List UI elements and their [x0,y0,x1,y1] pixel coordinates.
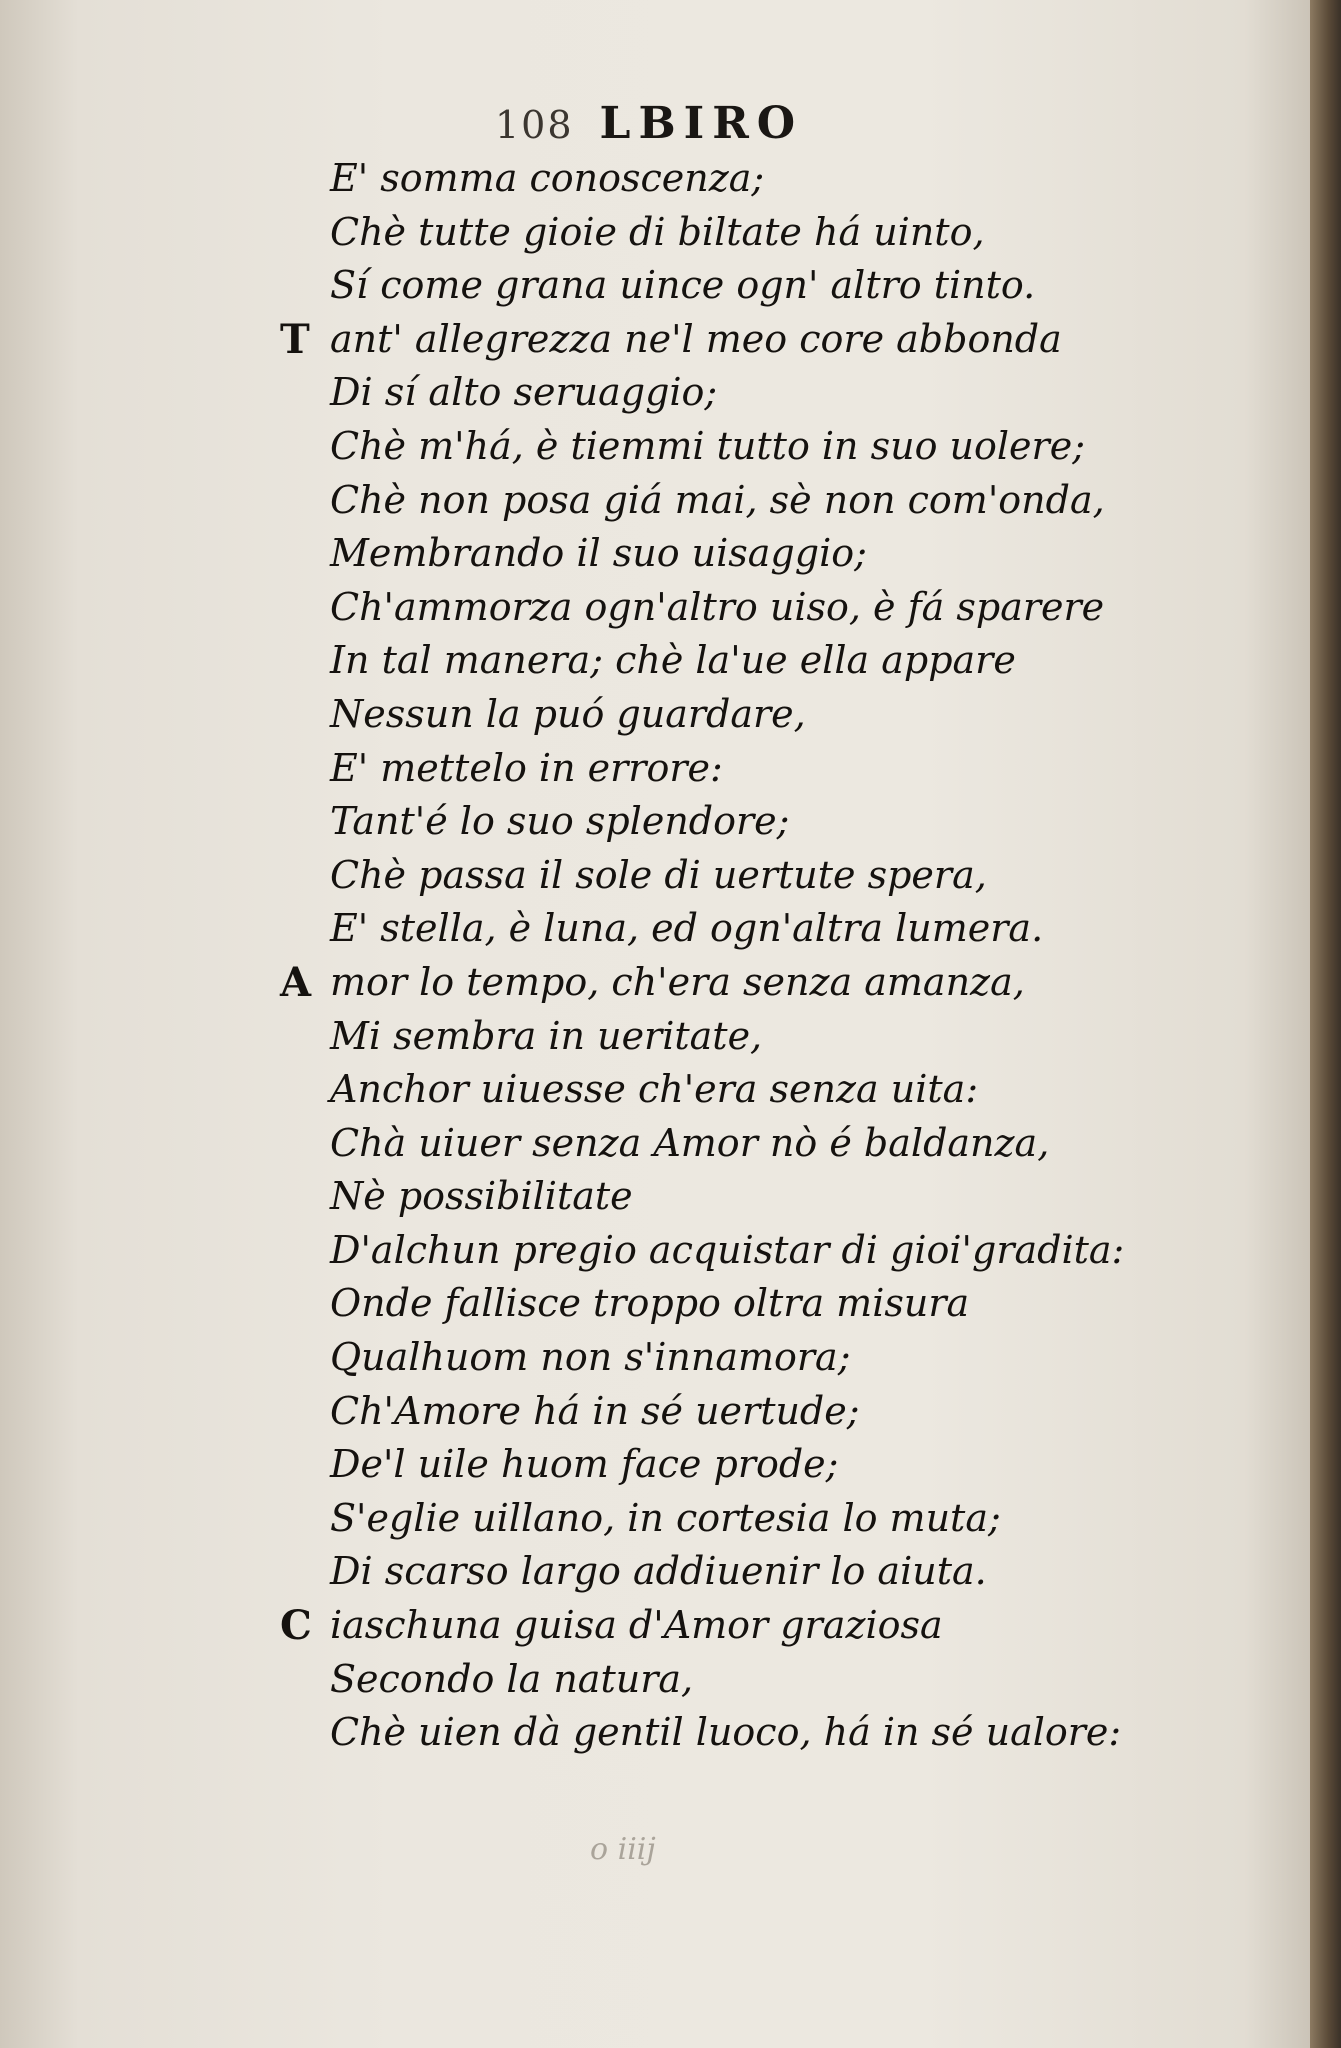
verse-text: Chà uiuer senza Amor nò é baldanza, [330,1120,1050,1165]
verse-line [280,474,1160,528]
verse-line [280,688,1160,742]
verse-line [280,1010,1160,1064]
verse-text: E' stella, è luna, ed ogn'altra lumera. [330,906,1044,951]
running-head: LBIRO [599,98,804,149]
verse-text: Di scarso largo addiuenir lo aiuta. [330,1549,987,1594]
verse-text: Chè passa il sole di uertute spera, [330,852,987,897]
verse-text: Secondo la natura, [330,1656,694,1701]
poem-text [280,152,1160,1760]
verse-text: Ch'Amore há in sé uertude; [330,1388,860,1433]
verse-line [280,1653,1160,1707]
verse-line [280,581,1160,635]
verse-text: D'alchun pregio acquistar di gioi'gradita: [330,1227,1125,1272]
verse-text: Ch'ammorza ogn'altro uiso, è fá sparere [330,584,1105,629]
verse-line [280,902,1160,956]
verse-line [280,634,1160,688]
verse-text: Nè possibilitate [330,1174,633,1219]
verse-line [280,1224,1160,1278]
verse-line [280,527,1160,581]
verse-text: Anchor uiuesse ch'era senza uita: [330,1067,979,1112]
verse-text: S'eglie uillano, in cortesia lo muta; [330,1495,1001,1540]
verse-text: mor lo tempo, ch'era senza amanza, [330,959,1025,1004]
verse-line [280,1331,1160,1385]
verse-text: Onde fallisce troppo oltra misura [330,1281,970,1326]
verse-line [280,1385,1160,1439]
verse-text: Nessun la puó guardare, [330,691,806,736]
verse-line [280,206,1160,260]
verse-text: Mi sembra in ueritate, [330,1013,763,1058]
verse-text: Tant'é lo suo splendore; [330,799,790,844]
verse-line [280,1438,1160,1492]
page-header [495,98,803,149]
verse-line [280,366,1160,420]
verse-line [280,259,1160,313]
verse-text: E' somma conoscenza; [330,156,765,200]
verse-text: Chè tutte gioie di biltate há uinto, [330,209,985,254]
verse-line [280,1170,1160,1224]
verse-text: Chè uien dà gentil luoco, há in sé ualore: [330,1710,1122,1755]
verse-text: ant' allegrezza ne'l meo core abbonda [330,316,1062,361]
stanza-initial: C [280,1602,312,1650]
verse-text: De'l uile huom face prode; [330,1442,839,1487]
book-spine-edge [1310,0,1341,2048]
verse-line [280,1492,1160,1546]
show-through-text [1160,100,1310,1860]
signature-mark: o iiij [590,1832,656,1867]
verse-line [280,742,1160,796]
verse-line [280,795,1160,849]
stanza-initial: A [280,958,312,1006]
verse-line [280,1599,1160,1653]
verse-line [280,1117,1160,1171]
verse-text: iaschuna guisa d'Amor graziosa [330,1603,943,1648]
stanza-initial: T [280,315,310,363]
verse-line [280,849,1160,903]
verse-line [280,1063,1160,1117]
verse-text: Chè m'há, è tiemmi tutto in suo uolere; [330,423,1085,468]
verse-line [280,420,1160,474]
verse-line [280,956,1160,1010]
page-number: 108 [495,103,574,147]
verse-text: Sí come grana uince ogn' altro tinto. [330,263,1036,308]
verse-line [280,1706,1160,1760]
verse-text: Qualhuom non s'innamora; [330,1335,851,1380]
verse-line [280,313,1160,367]
verse-text: Chè non posa giá mai, sè non com'onda, [330,477,1105,522]
verse-text: Di sí alto seruaggio; [330,370,718,415]
verse-text: Membrando il suo uisaggio; [330,531,867,576]
verse-line [280,1545,1160,1599]
verse-line [280,152,1160,206]
verse-text: E' mettelo in errore: [330,745,723,790]
verse-text: In tal manera; chè la'ue ella appare [330,638,1016,683]
verse-line [280,1277,1160,1331]
